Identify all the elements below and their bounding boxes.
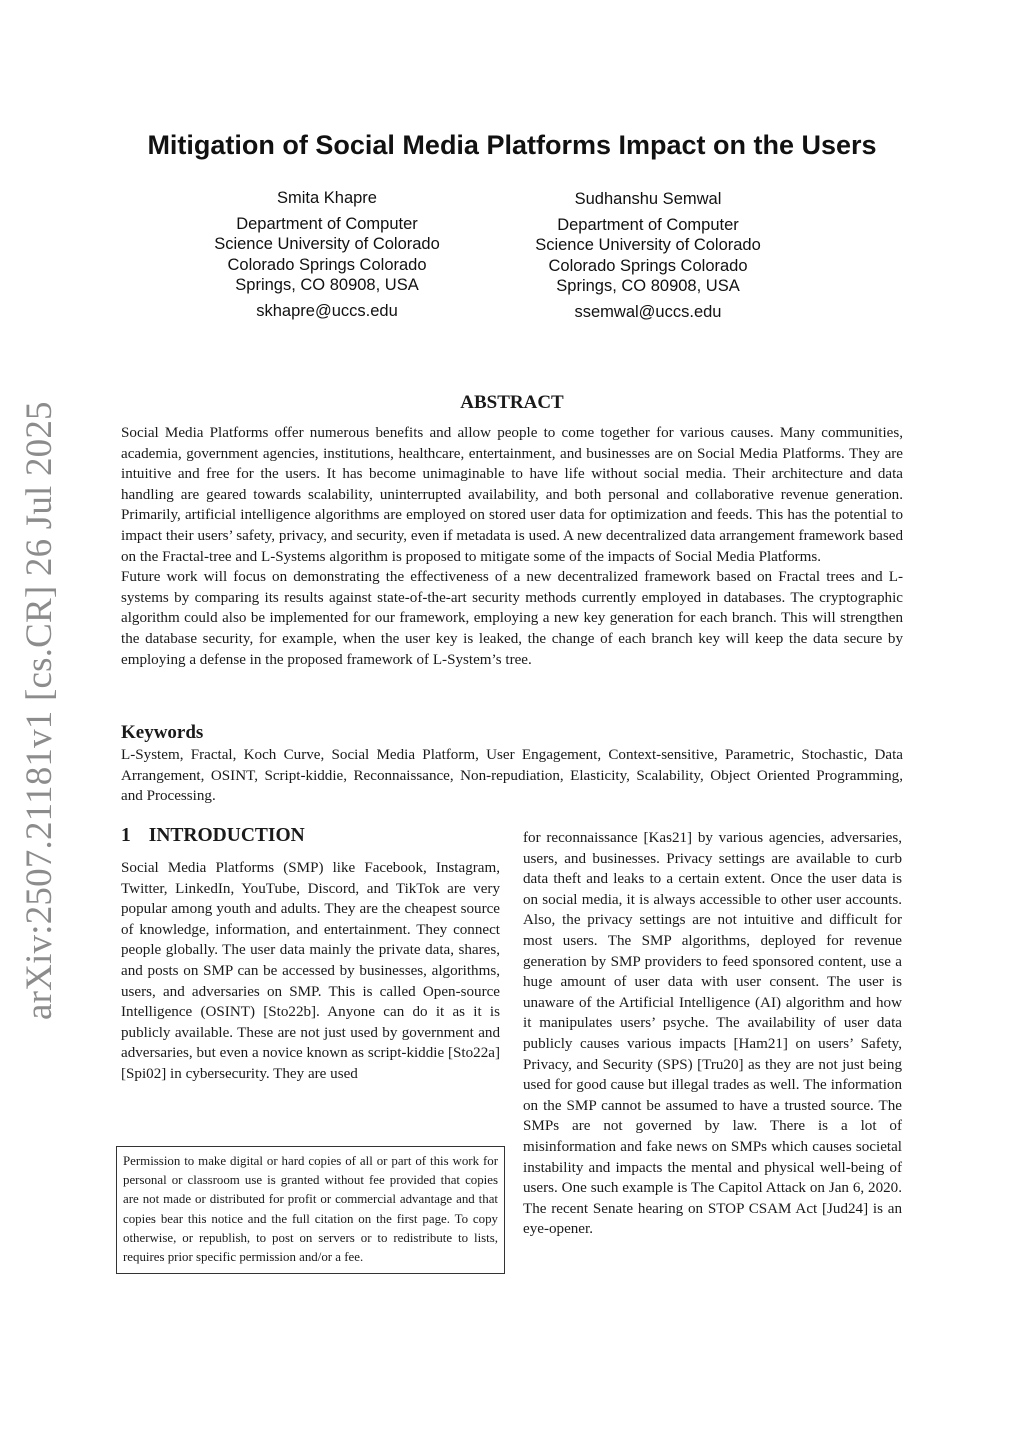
- author-email: ssemwal@uccs.edu: [574, 302, 722, 321]
- intro-paragraph: Social Media Platforms (SMP) like Facebook, Instagram, Twitter, LinkedIn, YouTube, Discord, and TikTok are very popular among youth and adults. They are the cheapest source of knowledge, information, and entertainment. They connect people globally. The user data mainly the private data, shares, and posts on SMP can be accessed by businesses, algorithms, users, and adversaries on SMP. This is called Open-source Intelligence (OSINT) [Sto22b]. Anyone can do it as it is publicly available. These are not just used by government and adversaries, but even a novice known as script-kiddie [Sto22a][Spi02] in cybersecurity. They are used: [121, 860, 500, 1082]
- paper-title: Mitigation of Social Media Platforms Impact on the Users: [147, 130, 877, 160]
- intro-paragraph: for reconnaissance [Kas21] by various agencies, adversaries, users, and businesses. Privacy settings are available to curb data theft and leaks to a certain extent. Once the user data is on social media, it is always accessible to other user accounts. Also, the privacy settings are not intuitive and difficult for most users. The SMP algorithms, deployed for revenue generation by SMP providers to feed sponsored content, use a huge amount of user data with user consent. The user is unaware of the Artificial Intelligence (AI) algorithm and how it manipulates users’ psyche. The availability of user data publicly causes various impacts [Ham21] on users’ Safety, Privacy, and Security (SPS) [Tru20] as they are not just being used for good cause but illegal trades as well. The information on the SMP cannot be assumed to have a trusted source. The SMPs are not governed by law. There is a lot of misinformation and fake news on SMPs which causes societal instability and impacts the mental and physical well-being of users. One such example is The Capitol Attack on Jan 6, 2020. The recent Senate hearing on STOP CSAM Act [Jud24] is an eye-opener.: [523, 830, 902, 1238]
- author-affiliation: Department of Computer Science University of Colorado Colorado Springs Colorado Springs, CO 80908, USA: [214, 214, 440, 295]
- author-name: Smita Khapre: [277, 189, 377, 207]
- intro-right-column: [523, 828, 902, 1240]
- abstract-body: [121, 423, 903, 670]
- abstract-paragraph: Social Media Platforms offer numerous benefits and allow people to come together for various causes. Many communities, academia, government agencies, institutions, healthcare, entertainment, and businesses are on Social Media Platforms. They are intuitive and free for the users. It has become unimaginable to have life without social media. Their architecture and data handling are geared towards scalability, uninterrupted availability, and both personal and collaborative revenue generation. Primarily, artificial intelligence algorithms are employed on stored user data for optimization and feeds. This has the potential to impact their users’ safety, privacy, and security, even if metadata is used. A new decentralized data arrangement framework based on the Fractal-tree and L-Systems algorithm is proposed to mitigate some of the impacts of Social Media Platforms.: [121, 425, 903, 565]
- keywords-text: L-System, Fractal, Koch Curve, Social Media Platform, User Engagement, Context-sensitive, Parametric, Stochastic, Data Arrangement, OSINT, Script-kiddie, Reconnaissance, Non-repudiation, Elasticity, Scalability, Object Oriented Programming, and Processing.: [121, 747, 903, 805]
- arxiv-identifier: arXiv:2507.21181v1 [cs.CR] 26 Jul 2025: [19, 401, 60, 1020]
- section-number: 1: [121, 825, 131, 846]
- intro-left-column: [121, 858, 500, 1085]
- abstract-paragraph: Future work will focus on demonstrating the effectiveness of a new decentralized framework based on Fractal trees and L-systems by comparing its results against state-of-the-art security methods currently employed in databases. The cryptographic algorithm could also be implemented for our framework, employing a new key generation for each branch. This will strengthen the database security, for example, when the user key is leaked, the change of each branch key will keep the data secure by employing a defense in the proposed framework of L-System’s tree.: [121, 569, 903, 668]
- permission-notice: Permission to make digital or hard copies of all or part of this work for personal or classroom use is granted without fee provided that copies are not made or distributed for profit or commercial advantage and that copies bear this notice and the full citation on the first page. To copy otherwise, or republish, to post on servers or to redistribute to lists, requires prior specific permission and/or a fee.: [116, 1146, 505, 1274]
- author-1: [212, 188, 442, 322]
- author-name: Sudhanshu Semwal: [574, 190, 722, 208]
- keywords-heading: Keywords: [121, 722, 204, 743]
- author-affiliation: Department of Computer Science University of Colorado Colorado Springs Colorado Springs, CO 80908, USA: [535, 215, 761, 296]
- author-email: skhapre@uccs.edu: [256, 301, 398, 320]
- abstract-heading: ABSTRACT: [460, 392, 564, 413]
- section-title: INTRODUCTION: [148, 825, 305, 846]
- section-heading-introduction: [121, 825, 305, 847]
- author-2: [533, 189, 763, 323]
